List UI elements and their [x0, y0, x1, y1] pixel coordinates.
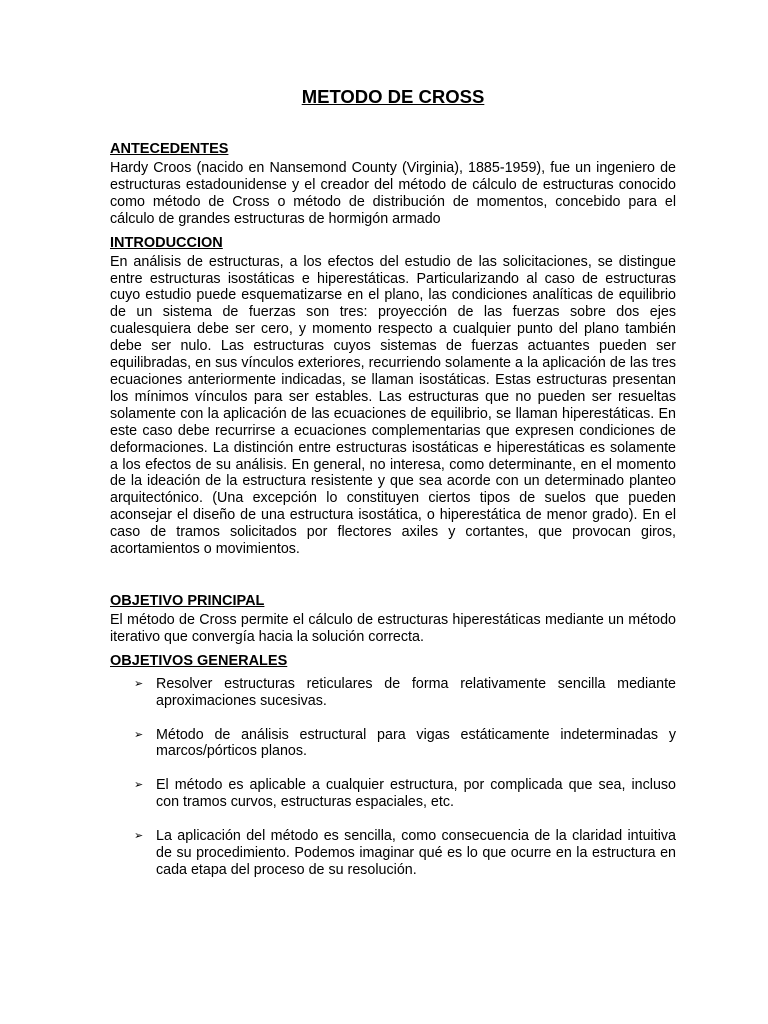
list-item-text: Método de análisis estructural para vigas estáticamente indeterminadas y marcos/pórticos planos.	[156, 726, 676, 760]
section-heading-objetivo-principal: OBJETIVO PRINCIPAL	[110, 592, 265, 609]
arrow-bullet-icon: ➢	[134, 676, 144, 690]
section-antecedentes	[110, 140, 676, 228]
section-heading-objetivos-generales: OBJETIVOS GENERALES	[110, 652, 288, 669]
list-item	[110, 727, 676, 761]
paragraph-introduccion: En análisis de estructuras, a los efectos del estudio de las solicitaciones, se distingue entre estructuras isostáticas e hiperestáticas. Particularizando al caso de estructuras cuyo estudio puede esquematizarse en el plano, las condiciones analíticas de equilibrio de un sistema de fuerzas son tres: proyección de las fuerzas sobre dos ejes cualesquiera debe ser cero, y momento respecto a cualquier punto del plano también debe ser nulo. Las estructuras cuyos sistemas de fuerzas actuantes pueden ser equilibradas, en sus vínculos exteriores, recurriendo solamente a la aplicación de las tres ecuaciones anteriormente indicadas, se llaman isostáticas. Estas estructuras presentan los mínimos vínculos para ser estables. Las estructuras que no pueden ser resueltas solamente con la aplicación de las ecuaciones de equilibrio, se llaman hiperestáticas. En este caso debe recurrirse a ecuaciones complementarias que expresen condiciones de deformaciones. La distinción entre estructuras isostáticas e hiperestáticas es solamente a los efectos de su análisis. En general, no interesa, como determinante, en el momento de la ideación de la estructura resistente y que sea acorde con un determinado planteo arquitectónico. (Una excepción lo constituyen ciertos tipos de suelos que pueden aconsejar el diseño de una estructura isostática, o hiperestática de menor grado). En el caso de tramos solicitados por flectores axiles y cortantes, que provocan giros, acortamientos o movimientos.	[110, 253, 676, 558]
list-item	[110, 777, 676, 811]
section-heading-introduccion: INTRODUCCION	[110, 234, 223, 251]
arrow-bullet-icon: ➢	[134, 727, 144, 741]
section-heading-antecedentes: ANTECEDENTES	[110, 141, 229, 157]
objetivos-generales-list	[110, 676, 676, 879]
list-item-text: Resolver estructuras reticulares de forma relativamente sencilla mediante aproximaciones sucesivas.	[156, 675, 676, 709]
section-objetivos-generales	[110, 652, 676, 879]
arrow-bullet-icon: ➢	[134, 829, 144, 843]
arrow-bullet-icon: ➢	[134, 778, 144, 792]
list-item	[110, 676, 676, 710]
document-title: METODO DE CROSS	[301, 86, 485, 107]
list-item-text: El método es aplicable a cualquier estructura, por complicada que sea, incluso con tramos curvos, estructuras espaciales, etc.	[156, 777, 676, 811]
section-objetivo-principal	[110, 592, 676, 646]
paragraph-objetivo-principal: El método de Cross permite el cálculo de estructuras hiperestáticas mediante un método iterativo que convergía hacia la solución correcta.	[110, 611, 676, 645]
section-introduccion	[110, 234, 676, 558]
paragraph-antecedentes: Hardy Croos (nacido en Nansemond County (Virginia), 1885-1959), fue un ingeniero de estructuras estadounidense y el creador del método de cálculo de estructuras conocido como método de Cross o método de distribución de momentos, concebido para el cálculo de grandes estructuras de hormigón armado	[110, 160, 676, 227]
list-item	[110, 828, 676, 879]
list-item-text: La aplicación del método es sencilla, como consecuencia de la claridad intuitiva de su procedimiento. Podemos imaginar qué es lo que ocurre en la estructura en cada etapa del proceso de su resolución.	[156, 828, 676, 878]
document-page	[110, 84, 676, 896]
